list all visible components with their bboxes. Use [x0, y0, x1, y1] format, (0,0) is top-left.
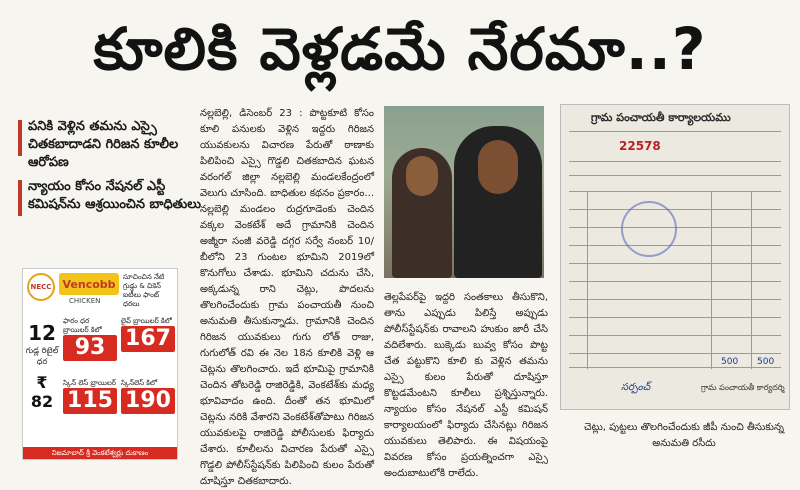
- price-box: [121, 379, 175, 414]
- price-value: 167: [121, 326, 175, 352]
- amount: 500: [757, 357, 775, 367]
- bullet-bar: [18, 180, 22, 216]
- bullet-text: న్యాయం కోసం నేషనల్ ఎస్టీ కమిషన్‌ను ఆశ్రయించిన బాధితులు: [28, 179, 201, 212]
- rule-line: [569, 367, 781, 368]
- egg-count-panel: [25, 321, 59, 411]
- rule-line: [569, 191, 781, 192]
- signature: సర్పంచ్: [621, 382, 651, 393]
- article-column-2: తెల్లపేపర్‌పై ఇద్దరి సంతకాలు తీసుకొని, తాను ఎప్పుడు పిలిస్తే అప్పుడు పోలీస్‌స్టేషన్‌కు రావాలని హుకుం జారీ చేసి వదిలేశారు. బుక్కెడు బువ్వ కోసం పొట్ట చేత పట్టుకొని కూలి కు వెళ్లిన తమను ఎస్సై కులం పేరుతో దూషిస్తూ కొట్టడమేంటని కూలీలు ప్రశ్నిస్తున్నారు. న్యాయం కోసం నేషనల్ ఎస్టీ కమిషన్ కార్యాలయంలో ఫిర్యాదు చేసినట్లు గిరిజన యువకులు తెలిపారు. ఈ విషయంపై వివరణ కోసం ప్రయత్నించగా ఎస్సై అందుబాటులోకి రాలేదు.: [384, 292, 548, 479]
- egg-count: 12: [28, 321, 56, 345]
- rule-line: [569, 335, 781, 336]
- price-label: లైవ్ బ్రాయిలర్ కిలో: [121, 317, 172, 325]
- rule-line: [569, 131, 781, 132]
- bullet-bar: [18, 120, 22, 156]
- person-figure: [454, 126, 542, 278]
- price-box: [63, 379, 117, 414]
- price-label: స్కిన్‌లెస్ కిలో: [121, 379, 158, 387]
- amount: 500: [721, 357, 739, 367]
- bullet-item: [18, 118, 218, 172]
- price-box: [63, 317, 117, 361]
- bullet-list: [18, 118, 218, 222]
- egg-count-label: గుడ్ల రిటైల్ ధర: [25, 346, 59, 366]
- receipt-number: 22578: [619, 139, 661, 153]
- official-stamp: [621, 201, 677, 257]
- ad-pitch: సూచించిన నేటి గ్రుడ్డు & చికెన్ ఐటీలు ఫాంట్ ధరలు: [123, 273, 165, 308]
- rule-line: [569, 263, 781, 264]
- receipt-document: [560, 104, 790, 410]
- receipt-title: గ్రామ పంచాయతీ కార్యాలయము: [591, 111, 731, 124]
- bullet-item: [18, 178, 218, 216]
- rule-line: [569, 299, 781, 300]
- rule-line: [751, 191, 752, 369]
- rule-line: [569, 175, 781, 176]
- egg-price: ₹ 82: [30, 373, 54, 411]
- brand-sub: CHICKEN: [69, 297, 101, 305]
- price-value: 190: [121, 388, 175, 414]
- rule-line: [569, 245, 781, 246]
- rule-line: [569, 209, 781, 210]
- bullet-text: పనికి వెళ్లిన తమను ఎస్సై చితకబాదాడని గిరిజన కూలీల ఆరోపణ: [28, 119, 179, 170]
- brand-logo: Vencobb: [59, 273, 119, 295]
- rule-line: [587, 191, 588, 369]
- victims-photo: [384, 106, 544, 278]
- advertisement: [22, 268, 178, 460]
- face: [478, 140, 518, 194]
- rule-line: [569, 353, 781, 354]
- rule-line: [569, 281, 781, 282]
- photo-caption: చెట్లు, పుట్టలు తొలగించేందుకు జీపీ నుంచి తీసుకున్న అనుమతి రసీదు: [584, 422, 784, 449]
- article-column-1: నల్లబెల్లి, డిసెంబర్ 23 : పొట్టకూటి కోసం కూలి పనులకు వెళ్లిన ఇద్దరు గిరిజన యువకులను విచారణ పేరుతో ఠాణాకు పిలిపించి ఎస్సై గొడ్డలి చితకబాదిన ఘటన వరంగల్ జిల్లా నల్లబెల్లి మండలకేంద్రంలో వెలుగు చూసింది. బాధితుల కథనం ప్రకారం... నల్లబెల్లి మండలం రుద్రగూడెంకు చెందిన వక్కల వెంకటేశ్ అదే గ్రామానికి చెందిన అజ్మీరా సంజీ వరెడ్డి దగ్గర సర్వే నంబర్ 10/బీలోని 23 గుంటల భూమిని 2019లో కొనుగోలు చేశాడు. భూమిని చదును చేసి, అక్కడున్న రాని చెట్లు, పొదలను తొలగించేందుకు గ్రామ పంచాయతీ నుంచి అనుమతి తీసుకున్నాడు. గ్రామానికి చెందిన గిరిజన యువకులు గుగు లోత్ రాజు, గుగులోత్ రవి ఈ నెల 18న కూలికి వెళ్లి ఆ చెట్లను తొలగించారు. ఇదే భూమిపై గ్రామానికి చెందిన తోటరెడ్డి రాజిరెడ్డికి, వెంకటేశ్‌కు మధ్య భూవివాదం ఉంది. దీంతో తన భూమిలో చెట్లను నరికి వేశారని వెంకటేశ్‌తోపాటు గిరిజన యువకులపై రాజిరెడ్డి పోలీసులకు ఫిర్యాదు చేశారు. కూలీలను విచారణ పేరుతో ఎస్సై గొడ్డలి పోలీస్‌స్టేషన్‌కు పిలిపించి కులం పేరుతో దూషిస్తూ చితకబాదారు.: [200, 108, 374, 487]
- ad-footer: నిజమాబాద్ శ్రీ వెంకటేశ్వర్లు దుకాణం: [23, 447, 177, 459]
- price-value: 115: [63, 388, 117, 414]
- rule-line: [711, 191, 712, 369]
- price-label: ఫారం ధర బ్రాయిలర్ కిలో: [63, 317, 102, 334]
- headline: కూలికి వెళ్లడమే నేరమా..?: [93, 14, 707, 83]
- rule-line: [569, 161, 781, 162]
- face: [406, 156, 438, 196]
- necc-logo: NECC: [27, 273, 55, 301]
- price-value: 93: [63, 335, 117, 361]
- price-label: స్కిన్ లెస్ బ్రాయిలర్: [63, 379, 117, 387]
- person-figure: [392, 148, 452, 278]
- rule-line: [569, 317, 781, 318]
- price-box: [121, 317, 175, 352]
- office-label: గ్రామ పంచాయతీ కార్యదర్శి: [701, 383, 785, 392]
